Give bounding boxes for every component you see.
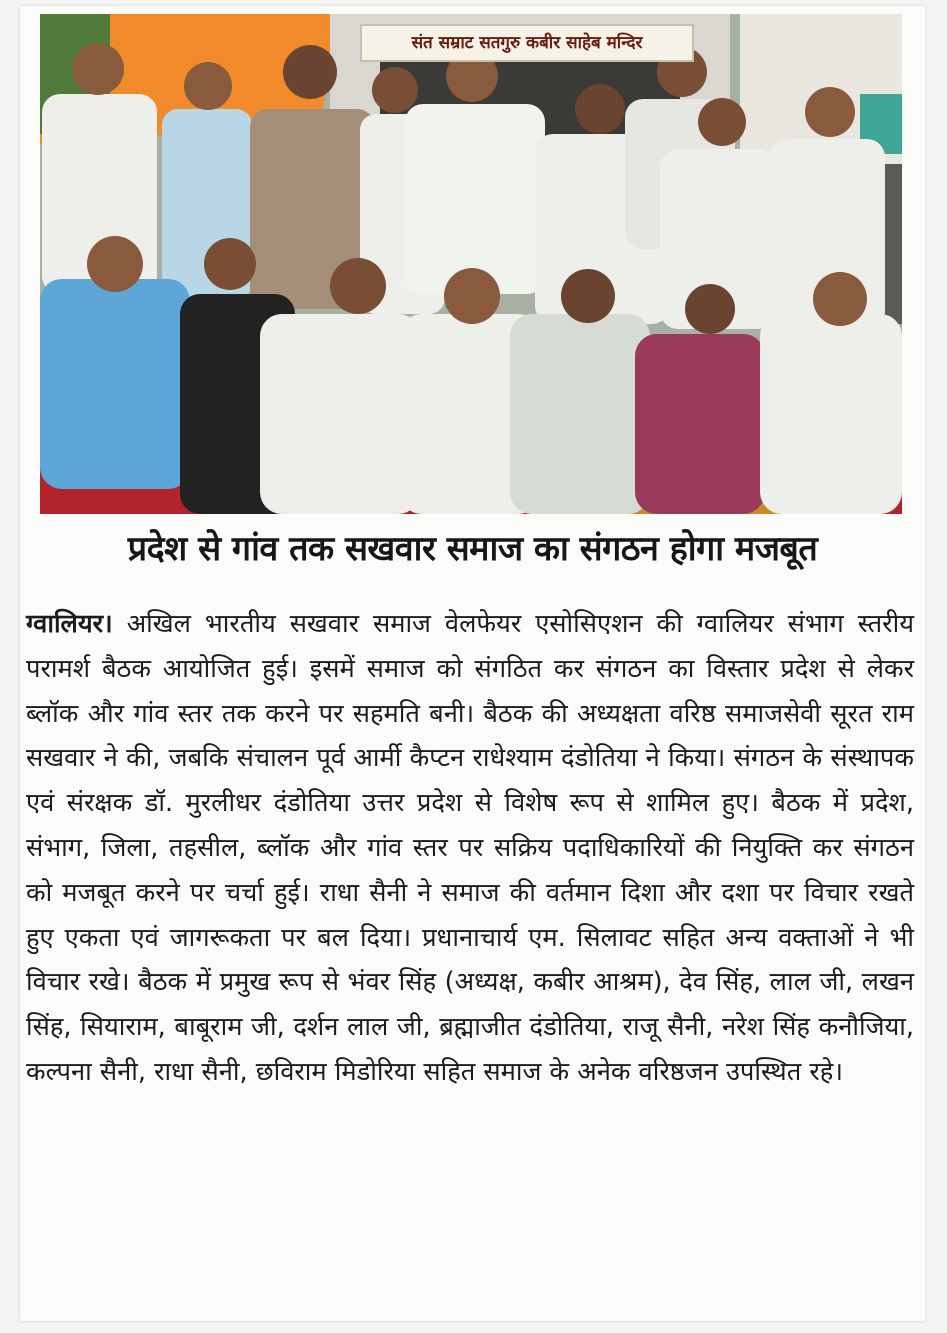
article-headline: प्रदेश से गांव तक सखवार समाज का संगठन होगा मजबूत [127,529,818,569]
temple-sign: संत सम्राट सतगुरु कबीर साहेब मन्दिर [360,24,694,62]
group-photo [40,14,902,514]
newspaper-clipping [20,6,925,1321]
article-text: अखिल भारतीय सखवार समाज वेलफेयर एसोसिएशन की ग्वालियर संभाग स्तरीय परामर्श बैठक आयोजित हुई। इसमें समाज को संगठित कर संगठन का विस्तार प्रदेश से लेकर ब्लॉक और गांव स्तर तक करने पर सहमति बनी। बैठक की अध्यक्षता वरिष्ठ समाजसेवी सूरत राम सखवार ने की, जबकि संचालन पूर्व आर्मी कैप्टन राधेश्याम दंडोतिया ने किया। संगठन के संस्थापक एवं संरक्षक डॉ. मुरलीधर दंडोतिया उत्तर प्रदेश से विशेष रूप से शामिल हुए। बैठक में प्रदेश, संभाग, जिला, तहसील, ब्लॉक और गांव स्तर पर सक्रिय पदाधिकारियों की नियुक्ति कर संगठन को मजबूत करने पर चर्चा हुई। राधा सैनी ने समाज की वर्तमान दिशा और दशा पर विचार रखते हुए एकता एवं जागरूकता पर बल दिया। प्रधानाचार्य एम. सिलावट सहित अन्य वक्ताओं ने भी विचार रखे। बैठक में प्रमुख रूप से भंवर सिंह (अध्यक्ष, कबीर आश्रम), देव सिंह, लाल जी, लखन सिंह, सियाराम, बाबूराम जी, दर्शन लाल जी, ब्रह्माजीत दंडोतिया, राजू सैनी, नरेश सिंह कनौजिया, कल्पना सैनी, राधा सैनी, छविराम मिडोरिया सहित समाज के अनेक वरिष्ठजन उपस्थित रहे। [26,609,915,1087]
article-body [26,602,914,1095]
group-photo-illustration [40,14,902,514]
article-dateline: ग्वालियर। [26,609,113,639]
